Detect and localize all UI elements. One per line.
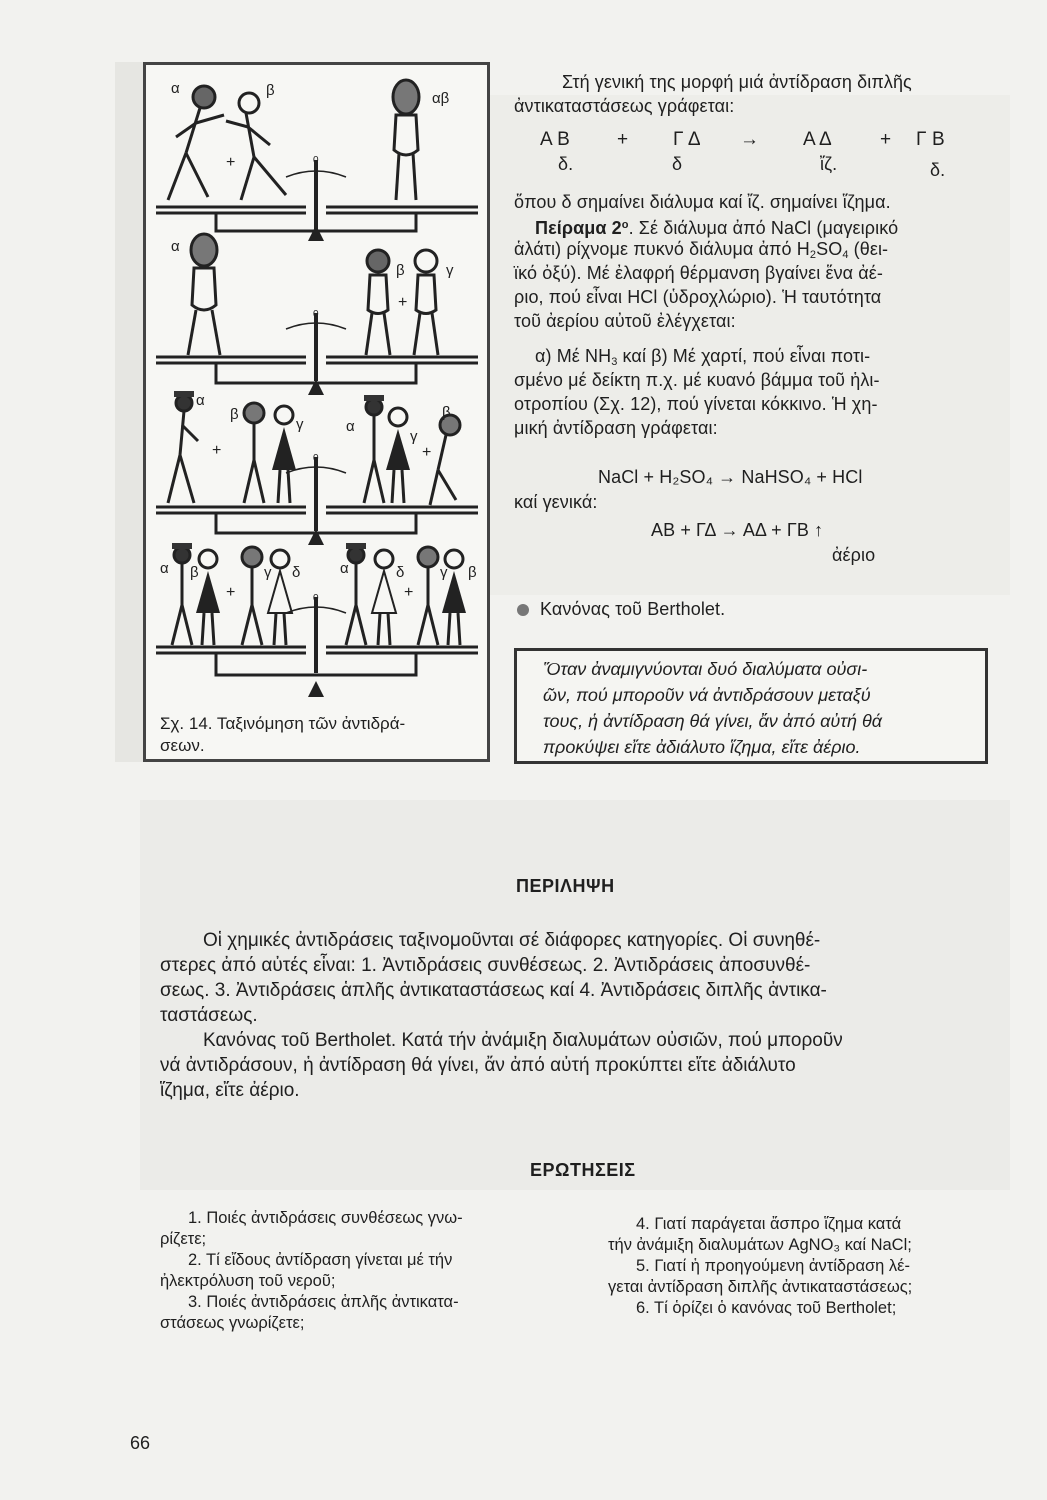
svg-text:δ: δ [292,564,301,581]
eq-term-ad: Α Δ [803,129,832,150]
text-line: ἀντικαταστάσεως γράφεται: [514,96,735,116]
summary-line: ἵζημα, εἴτε ἀέριο. [160,1080,300,1101]
bertholet-rule-title: Κανόνας τοῦ Bertholet. [540,599,726,619]
svg-text:γ: γ [410,428,418,445]
page-number: 66 [130,1433,151,1453]
svg-text:α: α [160,560,169,577]
eq-state-d: δ. [930,160,946,180]
text-line: σμένο μέ δείκτη π.χ. μέ κυανό βάμμα τοῦ ἡλι- [514,370,880,390]
rule-line: Ὅταν ἀναμιγνύονται δυό διαλύματα οὐσι- [543,659,868,679]
text-span: SO [816,239,843,259]
text-span: (θει- [848,239,889,259]
question-line: 4. Γιατί παράγεται ἄσπρο ἵζημα κατά [636,1215,902,1233]
eq-plus: + [880,129,892,150]
subscript: 4 [842,249,849,261]
eq-term-gd: Γ Δ [673,129,701,150]
row-2-decomposition [156,234,478,395]
question-line: 5. Γιατί ἡ προηγούμενη ἀντίδραση λέ- [636,1257,911,1275]
summary-line: Κανόνας τοῦ Bertholet. Κατά τήν ἀνάμιξη διαλυμάτων οὐσιῶν, πού μποροῦν [203,1030,843,1051]
svg-text:+: + [398,294,408,311]
figure-classification-of-reactions [143,62,490,762]
subscript: 2 [809,249,817,261]
label-gas: ἀέριο [832,545,876,565]
svg-text:β: β [190,564,199,581]
text-line: ϊκό ὀξύ). Μέ ἐλαφρή θέρμανση βγαίνει ἕνα ἀέ- [514,263,884,283]
question-line: τήν ἀνάμιξη διαλυμάτων AgNO₃ καί NaCl; [608,1236,912,1254]
eq-term-ab: Α Β [540,129,570,150]
experiment-title: Πείραμα 2 [535,218,622,238]
summary-line: στερες ἀπό αὐτές εἶναι: 1. Ἀντιδράσεις συνθέσεως. 2. Ἀντιδράσεις ἀποσυνθέ- [160,955,811,976]
eq-arrow: → [740,129,760,150]
svg-text:γ: γ [446,262,454,279]
svg-text:+: + [212,442,222,459]
row-1-synthesis [156,80,478,241]
eq-state-d: δ. [558,154,574,174]
row-4-double-replacement [156,543,478,697]
bullet-icon [517,604,529,616]
text-line: Στή γενική της μορφή μιά ἀντίδραση διπλῆς [562,72,912,92]
svg-text:β: β [442,404,451,421]
svg-text:δ: δ [396,564,405,581]
figure-illustration [146,65,487,759]
svg-text:α: α [346,418,355,435]
svg-text:0: 0 [313,593,319,604]
questions-heading: ΕΡΩΤΗΣΕΙΣ [530,1160,636,1180]
svg-text:0: 0 [313,155,319,166]
figure-caption-line-1: Σχ. 14. Ταξινόμηση τῶν ἀντιδρά- [160,714,406,733]
eq-state-d: δ [672,154,683,174]
degree-mark: ο [621,219,629,231]
question-line: 3. Ποιές ἀντιδράσεις ἁπλῆς ἀντικατα- [188,1293,459,1311]
text-line: οτροπίου (Σχ. 12), πού γίνεται κόκκινο. Ἡ χη- [514,394,878,414]
text-line: τοῦ ἀερίου αὐτοῦ ἐλέγχεται: [514,311,736,331]
text-span: καί β) Μέ χαρτί, πού εἶναι ποτι- [617,346,871,366]
text-line: ριο, πού εἶναι HCl (ὑδροχλώριο). Ἡ ταυτότητα [514,287,882,307]
svg-text:αβ: αβ [432,90,450,107]
svg-text:γ: γ [264,564,272,581]
summary-heading: ΠΕΡΙΛΗΨΗ [516,876,615,896]
svg-text:γ: γ [440,564,448,581]
question-line: στάσεως γνωρίζετε; [160,1314,305,1332]
svg-text:α: α [171,238,180,255]
rule-line: τους, ἡ ἀντίδραση θά γίνει, ἄν ἀπό αὐτή θά [543,711,883,731]
svg-text:α: α [171,80,180,97]
show-through-shadow-left [115,62,145,762]
text-span: α) Μέ NH [535,346,612,366]
svg-text:β: β [396,262,405,279]
question-line: 6. Τί ὁρίζει ὁ κανόνας τοῦ Bertholet; [636,1299,897,1317]
summary-line: Οἱ χημικές ἀντιδράσεις ταξινομοῦνται σέ διάφορες κατηγορίες. Οἱ συνηθέ- [203,930,821,951]
eq-plus: + [617,129,629,150]
question-line: γεται ἀντίδραση διπλῆς ἀντικαταστάσεως; [608,1278,913,1296]
text-span: ἁλάτι) ρίχνομε πυκνό διάλυμα ἀπό H [514,239,810,259]
equation-general-gas: ΑΒ + ΓΔ → ΑΔ + ΓΒ ↑ [651,520,824,540]
svg-text:+: + [226,584,236,601]
svg-text:+: + [422,444,432,461]
eq-state-iz: ἴζ. [820,154,838,174]
svg-text:+: + [404,584,414,601]
summary-line: νά ἀντιδράσουν, ἡ ἀντίδραση θά γίνει, ἄν ἀπό αὐτή προκύπτει εἴτε ἀδιάλυτο [160,1055,796,1076]
svg-text:α: α [196,392,205,409]
svg-text:0: 0 [313,453,319,464]
experiment-2-line [535,213,898,240]
eq-term-gb: Γ Β [916,129,945,150]
text-line: ὅπου δ σημαίνει διάλυμα καί ἴζ. σημαίνει ἵζημα. [514,192,891,212]
question-line: ἠλεκτρόλυση τοῦ νεροῦ; [160,1272,336,1290]
svg-text:β: β [266,82,275,99]
summary-line: ταστάσεως. [160,1005,258,1026]
bertholet-rule-box [514,648,988,764]
question-line: 2. Τί εἴδους ἀντίδραση γίνεται μέ τήν [188,1251,453,1269]
svg-text:β: β [468,564,477,581]
text-span: . Σέ διάλυμα ἀπό NaCl (μαγειρικό [628,218,899,238]
rule-line: ῶν, πού μποροῦν νά ἀντιδράσουν μεταξύ [543,685,871,705]
row-3-single-replacement [156,391,478,545]
question-line: 1. Ποιές ἀντιδράσεις συνθέσεως γνω- [188,1209,463,1227]
svg-text:+: + [226,154,236,171]
subscript: 3 [611,356,618,368]
equation-nacl: NaCl + H₂SO₄ → NaHSO₄ + HCl [598,467,863,487]
figure-caption-line-2: σεων. [160,736,205,755]
question-line: ρίζετε; [160,1230,207,1248]
text-line: μική ἀντίδραση γράφεται: [514,418,718,438]
svg-text:α: α [340,560,349,577]
summary-line: σεως. 3. Ἀντιδράσεις ἁπλῆς ἀντικαταστάσεως καί 4. Ἀντιδράσεις διπλῆς ἀντικα- [160,980,827,1001]
rule-line: προκύψει εἴτε ἀδιάλυτο ἵζημα, εἴτε ἀέριο. [543,737,861,757]
svg-text:0: 0 [313,309,319,320]
svg-text:β: β [230,406,239,423]
text-line: καί γενικά: [514,492,598,512]
svg-text:γ: γ [296,416,304,433]
